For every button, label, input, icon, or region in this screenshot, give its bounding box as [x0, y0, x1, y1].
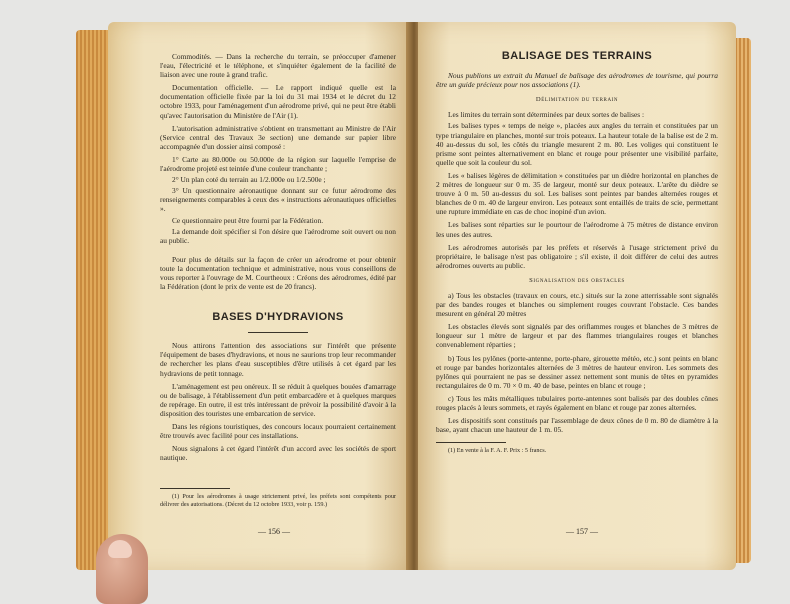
paragraph: Documentation officielle. — Le rapport indiqué quelle est la documentation officielle fixée par la loi du 31 mai 1934 et le décret du 12 octobre 1933, pour l'aménagement d'un aérodrome privé, qui ne peut être établi qu'avec l'autorisation du Ministère de l'Air (1).	[160, 83, 396, 120]
paragraph: L'aménagement est peu onéreux. Il se réduit à quelques bouées d'amarrage ou de balisage, à l'établissement d'un petit embarcadère et à quelques marques de repérage. En outre, il est très intéressant de prévoir la possibilité d'avoir à la disposition des touristes une embarcation de service.	[160, 381, 396, 418]
heading-rule	[248, 332, 308, 333]
page-number: — 156 —	[258, 527, 290, 536]
footnote: (1) Pour les aérodromes à usage strictement privé, les préfets sont compétents pour délivrer des autorisations. (Décret du 12 octobre 1933, voir p. 159.)	[160, 493, 396, 508]
footnote-rule	[160, 488, 230, 489]
paragraph: Les « balises légères de délimitation » constituées par un dièdre horizontal en planches de 2 mètres de longueur sur 0 m. 35 de largeur, monté sur deux poteaux. L'arête du dièdre se trouve à 0 m. 50 au-dessus du sol. Les balises sont peintes par bandes alternées rouges et blanches de 0 m. 40 de largeur environ. Les poteaux sont entaillés de traits de scie, permettant une rupture immédiate en cas de choc inopiné d'un avion.	[436, 170, 718, 217]
left-page	[108, 22, 410, 570]
paragraph: Les balises types « temps de neige », placées aux angles du terrain et constituées par un type triangulaire en planches, monté sur trois poteaux. La hauteur totale de la balise est de 2 m. 40 au-dessus du sol, les côtés du triangle mesurent 2 m. 80. Les voliges qui constituent le prisme sont peintes alternativement en blanc et rouge pour présenter une visibilité parfaite, quelle que soit la couleur du sol.	[436, 121, 718, 167]
paragraph: Commodités. — Dans la recherche du terrain, se préoccuper d'amener l'eau, l'électricité et le téléphone, et s'inquiéter également de la facilité de liaison avec une route à grand trafic.	[160, 52, 396, 80]
paragraph: c) Tous les mâts métalliques tubulaires porte-antennes sont balisés par des doubles cônes rouges placés à leurs sommets, et rayés également en blanc et rouge par zones alternées.	[436, 393, 718, 412]
paragraph: Nous attirons l'attention des associations sur l'intérêt que présente l'équipement de bases d'hydravions, et nous ne saurions trop leur recommander de rechercher les plans d'eau susceptibles d'être utilisés à cet égard par les hydravions de petit tonnage.	[160, 341, 396, 378]
section-heading: BALISAGE DES TERRAINS	[501, 50, 653, 62]
page-number: — 157 —	[566, 527, 598, 536]
paragraph: 3° Un questionnaire aéronautique donnant sur ce futur aérodrome des renseignements comparables à ceux des « instructions aéronautiques officielles ».	[160, 186, 396, 214]
thumb-image	[96, 534, 148, 604]
subsection-heading: Signalisation des obstacles	[529, 276, 625, 284]
paragraph: b) Tous les pylônes (porte-antenne, porte-phare, girouette météo, etc.) sont peints en blanc et rouge par bandes horizontales alternées de 3 mètres de hauteur environ. Les sommets des pylônes qui pourraient ne pas se dessiner assez nettement sont munis de têtes en pyramides rectangulaires de 0 m. 70 × 0 m. 40 de base, peintes en blanc et rouge ;	[436, 353, 718, 390]
paragraph: Les balises sont réparties sur le pourtour de l'aérodrome à 75 mètres de distance environ les unes des autres.	[436, 220, 718, 239]
left-page-text	[160, 52, 396, 513]
section-heading: BASES D'HYDRAVIONS	[212, 311, 344, 324]
paragraph: Les aérodromes autorisés par les préfets et réservés à l'usage strictement privé du propriétaire, le balisage n'est pas obligatoire ; s'il existe, il doit différer de celui des autres aérodromes ouverts au public.	[436, 242, 718, 270]
paragraph: La demande doit spécifier si l'on désire que l'aérodrome soit ouvert ou non au public.	[160, 226, 396, 245]
thumbnail-nail	[108, 540, 132, 558]
paragraph: a) Tous les obstacles (travaux en cours, etc.) situés sur la zone atterrissable sont signalés par des bandes rouges et blanches ou simplement rouges couvrant l'obstacle. Ces bandes mesurent en général 20 mètres	[436, 290, 718, 319]
paragraph: Nous signalons à cet égard l'intérêt d'un accord avec les sociétés de sport nautique.	[160, 444, 396, 463]
paragraph: L'autorisation administrative s'obtient en transmettant au Ministre de l'Air (Service central des Travaux 3e section) une demande sur papier libre accompagnée d'un dossier ainsi composé :	[160, 123, 396, 151]
paragraph: Dans les régions touristiques, des concours locaux pourraient certainement être trouvés avec facilité pour ces installations.	[160, 422, 396, 441]
paragraph: 1° Carte au 80.000e ou 50.000e de la région sur laquelle l'emprise de l'aérodrome projeté est teintée d'une couleur tranchante ;	[160, 154, 396, 174]
paragraph: Pour plus de détails sur la façon de créer un aérodrome et pour obtenir toute la documentation technique et administrative, nous vous conseillons de vous reporter à l'ouvrage de M. Courtheoux : Créons des aérodromes, édité par la Fédération (dont le prix de vente est de 20 francs).	[160, 254, 396, 292]
right-page	[418, 22, 736, 570]
right-page-text	[436, 42, 718, 459]
paragraph: Ce questionnaire peut être fourni par la Fédération.	[172, 215, 324, 225]
intro-paragraph: Nous publions un extrait du Manuel de balisage des aérodromes de tourisme, qui pourra être un guide précieux pour nos associations (1).	[436, 71, 718, 90]
subsection-heading: Délimitation du terrain	[535, 96, 619, 104]
paragraph: Les obstacles élevés sont signalés par des oriflammes rouges et blanches de 3 mètres de longueur sur 1 mètre de largeur et par des flammes triangulaires rouges et blanches convenablement réparties ;	[436, 322, 718, 350]
paragraph: Les dispositifs sont constitués par l'assemblage de deux cônes de 0 m. 80 de diamètre à la base, ayant chacun une hauteur de 1 m. 05.	[436, 416, 718, 435]
paragraph: Les limites du terrain sont déterminées par deux sortes de balises :	[448, 110, 645, 120]
paragraph: 2° Un plan coté du terrain au 1/2.000e ou 1/2.500e ;	[172, 175, 326, 185]
footnote-rule	[436, 442, 506, 443]
footnote: (1) En vente à la F. A. F. Prix : 5 francs.	[448, 447, 547, 455]
